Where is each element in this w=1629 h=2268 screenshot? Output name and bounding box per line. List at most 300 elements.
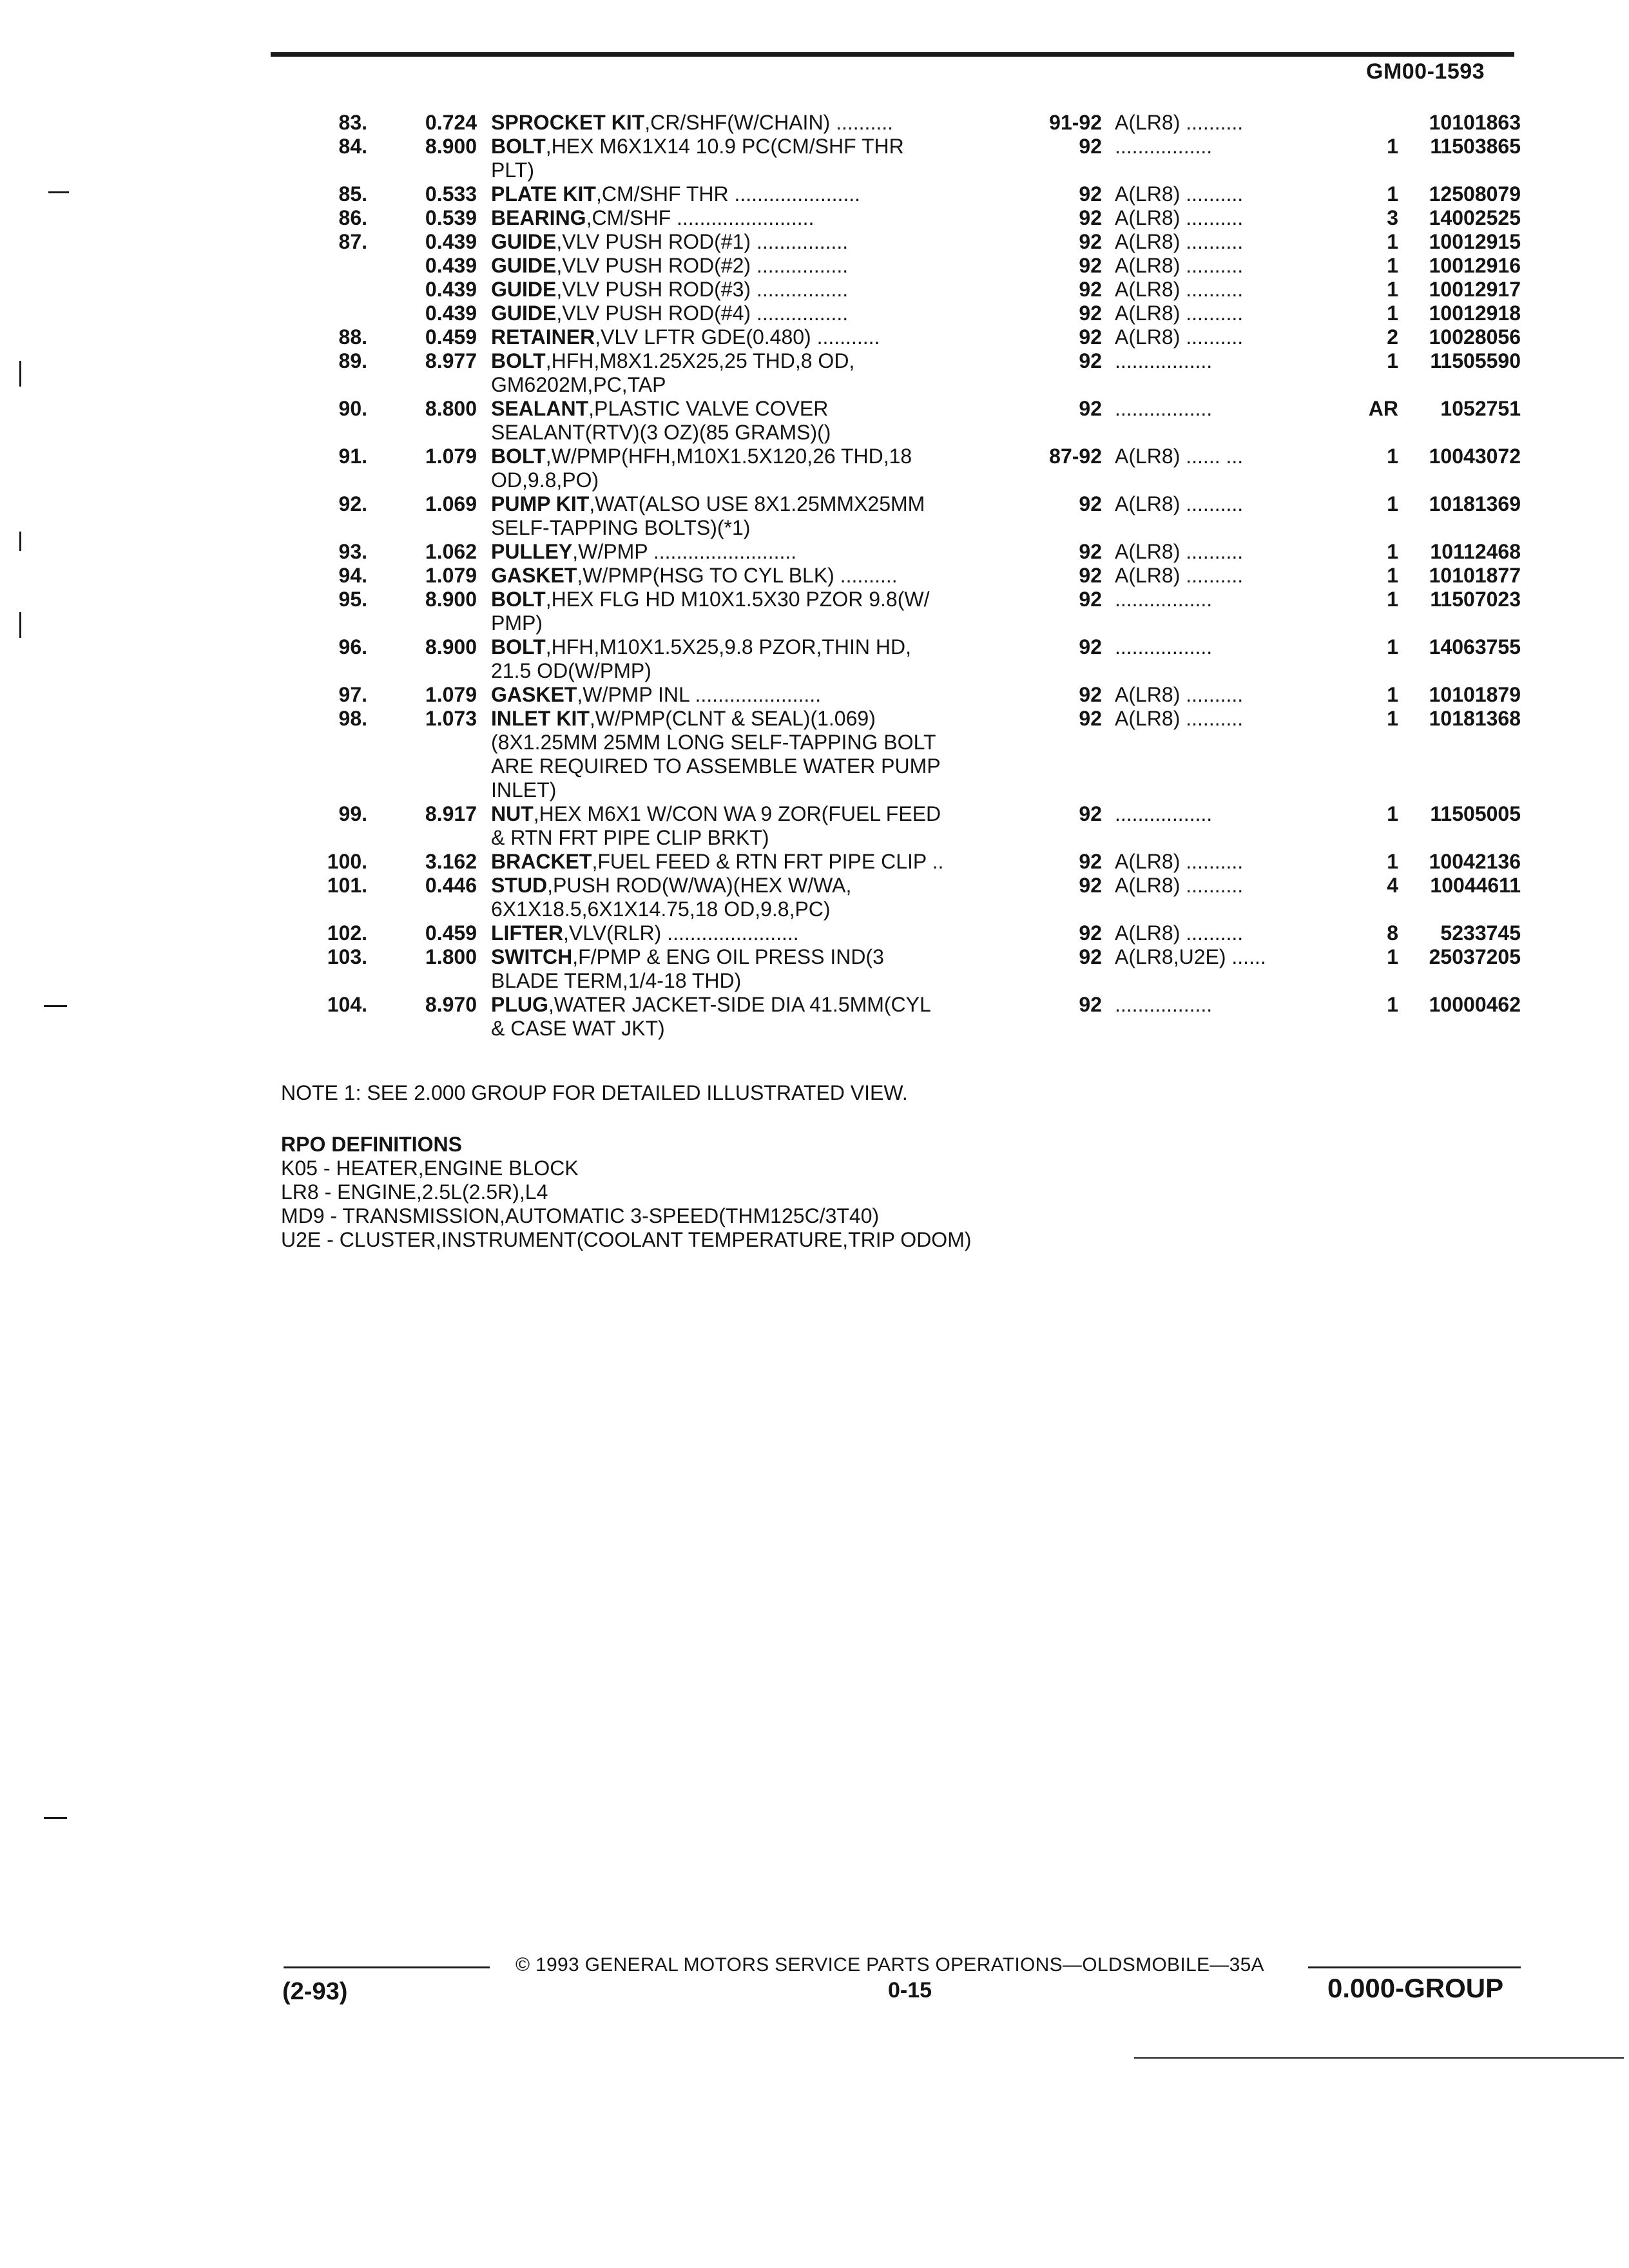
part-description xyxy=(491,111,1026,135)
quantity: 1 xyxy=(1387,278,1398,301)
description-line xyxy=(491,921,1026,945)
quantity: 2 xyxy=(1387,325,1398,349)
ref-number: 85. xyxy=(338,182,367,206)
quantity: 1 xyxy=(1387,540,1398,563)
quantity: 1 xyxy=(1387,230,1398,253)
model-year: 92 xyxy=(1079,683,1102,706)
description-line: (8X1.25MM 25MM LONG SELF-TAPPING BOLT xyxy=(491,731,936,754)
part-row xyxy=(0,182,1629,206)
description-text: ,CM/SHF ........................ xyxy=(586,206,815,229)
application-code: A(LR8) .......... xyxy=(1115,182,1244,206)
application-code: ................. xyxy=(1115,802,1213,825)
description-line: OD,9.8,PO) xyxy=(491,468,599,492)
part-name: PULLEY xyxy=(491,540,573,563)
group-number: 1.062 xyxy=(425,540,477,563)
description-text: ,VLV(RLR) ....................... xyxy=(563,921,799,945)
part-row xyxy=(0,278,1629,302)
footer-rule-left xyxy=(284,1966,490,1968)
part-number: 10012918 xyxy=(1429,302,1521,325)
model-year: 92 xyxy=(1079,993,1102,1016)
description-text: ,VLV LFTR GDE(0.480) ........... xyxy=(595,325,880,349)
part-name: BOLT xyxy=(491,445,546,468)
description-text: ,VLV PUSH ROD(#4) ................ xyxy=(556,302,849,325)
part-number: 14002525 xyxy=(1429,206,1521,229)
model-year: 92 xyxy=(1079,874,1102,897)
quantity: 1 xyxy=(1387,135,1398,158)
part-name: GUIDE xyxy=(491,302,557,325)
ref-number: 91. xyxy=(338,445,367,468)
part-name: STUD xyxy=(491,874,548,897)
ref-number: 104. xyxy=(327,993,367,1016)
description-line xyxy=(491,564,1026,588)
footer-date: (2-93) xyxy=(282,1978,348,2005)
group-number: 1.800 xyxy=(425,945,477,968)
part-number: 12508079 xyxy=(1429,182,1521,206)
description-line xyxy=(491,874,1026,898)
application-code: A(LR8) .......... xyxy=(1115,564,1244,587)
model-year: 92 xyxy=(1079,397,1102,420)
part-row xyxy=(0,325,1629,349)
ref-number: 95. xyxy=(338,588,367,611)
group-number: 8.900 xyxy=(425,635,477,658)
part-description xyxy=(491,492,1026,540)
application-code: A(LR8) .......... xyxy=(1115,302,1244,325)
quantity: 1 xyxy=(1387,945,1398,968)
group-number: 0.533 xyxy=(425,182,477,206)
page-number: 0-15 xyxy=(888,1978,932,2003)
quantity: 1 xyxy=(1387,182,1398,206)
description-line xyxy=(491,540,1026,564)
part-description xyxy=(491,635,1026,683)
description-line: INLET) xyxy=(491,778,557,802)
description-line xyxy=(491,111,1026,135)
description-text: ,VLV PUSH ROD(#2) ................ xyxy=(556,254,849,277)
group-number: 8.800 xyxy=(425,397,477,420)
application-code: A(LR8) .......... xyxy=(1115,874,1244,897)
model-year: 92 xyxy=(1079,564,1102,587)
part-name: BOLT xyxy=(491,635,546,658)
quantity: 1 xyxy=(1387,349,1398,372)
part-row xyxy=(0,850,1629,874)
part-name: GASKET xyxy=(491,564,577,587)
part-number: 14063755 xyxy=(1429,635,1521,658)
group-number: 0.439 xyxy=(425,278,477,301)
description-text: ,W/PMP(HSG TO CYL BLK) .......... xyxy=(577,564,898,587)
group-number: 8.970 xyxy=(425,993,477,1016)
description-text: ,HFH,M10X1.5X25,9.8 PZOR,THIN HD, xyxy=(545,635,911,658)
application-code: A(LR8,U2E) ...... xyxy=(1115,945,1266,968)
part-description xyxy=(491,445,1026,492)
model-year: 92 xyxy=(1079,540,1102,563)
model-year: 92 xyxy=(1079,707,1102,730)
description-line xyxy=(491,993,1026,1017)
description-line xyxy=(491,492,1026,516)
description-text: ,W/PMP(CLNT & SEAL)(1.069) xyxy=(589,707,876,730)
part-row xyxy=(0,230,1629,254)
description-line: & CASE WAT JKT) xyxy=(491,1017,665,1040)
ref-number: 84. xyxy=(338,135,367,158)
group-number: 0.459 xyxy=(425,325,477,349)
group-number: 1.073 xyxy=(425,707,477,730)
part-row xyxy=(0,802,1629,850)
part-number: 11503865 xyxy=(1430,135,1521,158)
part-row xyxy=(0,397,1629,445)
part-name: BEARING xyxy=(491,206,586,229)
rpo-item: LR8 - ENGINE,2.5L(2.5R),L4 xyxy=(281,1180,548,1204)
model-year: 92 xyxy=(1079,945,1102,968)
quantity: 1 xyxy=(1387,254,1398,277)
description-line: SELF-TAPPING BOLTS)(*1) xyxy=(491,516,751,539)
part-number: 25037205 xyxy=(1429,945,1521,968)
part-name: PUMP KIT xyxy=(491,492,590,515)
group-number: 0.459 xyxy=(425,921,477,945)
part-description xyxy=(491,182,1026,206)
part-number: 10101877 xyxy=(1429,564,1521,587)
part-name: BOLT xyxy=(491,588,546,611)
model-year: 92 xyxy=(1079,325,1102,349)
part-description xyxy=(491,254,1026,278)
description-text: ,HEX M6X1 W/CON WA 9 ZOR(FUEL FEED xyxy=(533,802,941,825)
ref-number: 102. xyxy=(327,921,367,945)
application-code: A(LR8) .......... xyxy=(1115,921,1244,945)
description-text: ,PLASTIC VALVE COVER xyxy=(588,397,829,420)
ref-number: 94. xyxy=(338,564,367,587)
scan-mark xyxy=(1134,2057,1624,2059)
description-line xyxy=(491,802,1026,826)
description-text: ,WAT(ALSO USE 8X1.25MMX25MM xyxy=(589,492,925,515)
part-row xyxy=(0,874,1629,921)
model-year: 92 xyxy=(1079,635,1102,658)
part-name: NUT xyxy=(491,802,534,825)
model-year: 92 xyxy=(1079,588,1102,611)
part-number: 10042136 xyxy=(1429,850,1521,873)
part-row xyxy=(0,492,1629,540)
description-line xyxy=(491,278,1026,302)
part-number: 10181368 xyxy=(1429,707,1521,730)
part-name: BOLT xyxy=(491,135,546,158)
ref-number: 83. xyxy=(338,111,367,134)
description-line xyxy=(491,230,1026,254)
part-number: 10012917 xyxy=(1429,278,1521,301)
application-code: A(LR8) .......... xyxy=(1115,325,1244,349)
application-code: ................. xyxy=(1115,993,1213,1016)
description-line: ARE REQUIRED TO ASSEMBLE WATER PUMP xyxy=(491,754,941,778)
part-description xyxy=(491,850,1026,874)
part-description xyxy=(491,921,1026,945)
part-name: GASKET xyxy=(491,683,577,706)
part-row xyxy=(0,945,1629,993)
application-code: A(LR8) .......... xyxy=(1115,683,1244,706)
part-row xyxy=(0,564,1629,588)
application-code: A(LR8) .......... xyxy=(1115,111,1244,134)
part-row xyxy=(0,540,1629,564)
part-name: RETAINER xyxy=(491,325,595,349)
model-year: 92 xyxy=(1079,206,1102,229)
part-description xyxy=(491,683,1026,707)
footer-group: 0.000-GROUP xyxy=(1327,1973,1504,2003)
part-row xyxy=(0,135,1629,182)
rpo-item: U2E - CLUSTER,INSTRUMENT(COOLANT TEMPERATURE,TRIP ODOM) xyxy=(281,1228,972,1251)
description-line xyxy=(491,206,1026,230)
description-text: ,HEX M6X1X14 10.9 PC(CM/SHF THR xyxy=(545,135,904,158)
description-line xyxy=(491,850,1026,874)
footer-copyright: © 1993 GENERAL MOTORS SERVICE PARTS OPERATIONS—OLDSMOBILE—35A xyxy=(516,1954,1264,1975)
part-number: 10043072 xyxy=(1429,445,1521,468)
document-id: GM00-1593 xyxy=(1366,59,1485,84)
application-code: A(LR8) .......... xyxy=(1115,254,1244,277)
group-number: 0.539 xyxy=(425,206,477,229)
description-line xyxy=(491,182,1026,206)
application-code: ................. xyxy=(1115,588,1213,611)
model-year: 92 xyxy=(1079,135,1102,158)
ref-number: 86. xyxy=(338,206,367,229)
description-line: GM6202M,PC,TAP xyxy=(491,373,666,396)
part-name: INLET KIT xyxy=(491,707,590,730)
ref-number: 98. xyxy=(338,707,367,730)
ref-number: 101. xyxy=(327,874,367,897)
footer-rule-right xyxy=(1308,1966,1521,1968)
description-text: ,W/PMP INL ...................... xyxy=(577,683,822,706)
description-text: ,F/PMP & ENG OIL PRESS IND(3 xyxy=(572,945,884,968)
part-description xyxy=(491,325,1026,349)
part-description xyxy=(491,278,1026,302)
group-number: 8.900 xyxy=(425,588,477,611)
description-line xyxy=(491,707,1026,731)
description-line xyxy=(491,254,1026,278)
part-number: 1052751 xyxy=(1440,397,1521,420)
part-description xyxy=(491,349,1026,397)
application-code: ................. xyxy=(1115,635,1213,658)
ref-number: 93. xyxy=(338,540,367,563)
description-text: ,FUEL FEED & RTN FRT PIPE CLIP .. xyxy=(592,850,944,873)
part-number: 10044611 xyxy=(1430,874,1521,897)
application-code: ................. xyxy=(1115,349,1213,372)
part-row xyxy=(0,635,1629,683)
description-text: ,WATER JACKET-SIDE DIA 41.5MM(CYL xyxy=(548,993,931,1016)
description-text: ,CM/SHF THR ...................... xyxy=(595,182,861,206)
quantity: 1 xyxy=(1387,802,1398,825)
part-number: 10112468 xyxy=(1430,540,1521,563)
part-description xyxy=(491,802,1026,850)
part-name: GUIDE xyxy=(491,278,557,301)
ref-number: 90. xyxy=(338,397,367,420)
part-row xyxy=(0,349,1629,397)
part-number: 11507023 xyxy=(1430,588,1521,611)
group-number: 0.439 xyxy=(425,302,477,325)
part-number: 5233745 xyxy=(1440,921,1521,945)
group-number: 8.917 xyxy=(425,802,477,825)
rpo-item: MD9 - TRANSMISSION,AUTOMATIC 3-SPEED(THM125C/3T40) xyxy=(281,1204,880,1227)
ref-number: 88. xyxy=(338,325,367,349)
quantity: 1 xyxy=(1387,850,1398,873)
description-line: 6X1X18.5,6X1X14.75,18 OD,9.8,PC) xyxy=(491,898,831,921)
ref-number: 92. xyxy=(338,492,367,515)
model-year: 92 xyxy=(1079,492,1102,515)
application-code: ................. xyxy=(1115,397,1213,420)
quantity: AR xyxy=(1368,397,1398,420)
quantity: 1 xyxy=(1387,635,1398,658)
quantity: 1 xyxy=(1387,683,1398,706)
ref-number: 87. xyxy=(338,230,367,253)
description-line: 21.5 OD(W/PMP) xyxy=(491,659,651,682)
quantity: 1 xyxy=(1387,707,1398,730)
group-number: 1.079 xyxy=(425,683,477,706)
part-row xyxy=(0,921,1629,945)
part-name: LIFTER xyxy=(491,921,563,945)
quantity: 1 xyxy=(1387,302,1398,325)
description-text: ,HFH,M8X1.25X25,25 THD,8 OD, xyxy=(545,349,855,372)
part-number: 10012916 xyxy=(1429,254,1521,277)
ref-number: 97. xyxy=(338,683,367,706)
description-line xyxy=(491,302,1026,325)
quantity: 3 xyxy=(1387,206,1398,229)
group-number: 3.162 xyxy=(425,850,477,873)
part-description xyxy=(491,206,1026,230)
part-number: 10000462 xyxy=(1429,993,1521,1016)
description-line xyxy=(491,349,1026,373)
application-code: A(LR8) .......... xyxy=(1115,206,1244,229)
description-line: BLADE TERM,1/4-18 THD) xyxy=(491,969,742,992)
application-code: A(LR8) ...... ... xyxy=(1115,445,1244,468)
group-number: 0.724 xyxy=(425,111,477,134)
part-description xyxy=(491,993,1026,1041)
description-line xyxy=(491,683,1026,707)
part-description xyxy=(491,707,1026,802)
quantity: 1 xyxy=(1387,564,1398,587)
description-text: ,VLV PUSH ROD(#1) ................ xyxy=(556,230,849,253)
part-description xyxy=(491,135,1026,182)
part-description xyxy=(491,302,1026,325)
model-year: 92 xyxy=(1079,254,1102,277)
model-year: 92 xyxy=(1079,349,1102,372)
group-number: 8.977 xyxy=(425,349,477,372)
part-name: SPROCKET KIT xyxy=(491,111,645,134)
part-name: BOLT xyxy=(491,349,546,372)
part-number: 11505590 xyxy=(1430,349,1521,372)
part-name: GUIDE xyxy=(491,254,557,277)
description-line xyxy=(491,325,1026,349)
part-row xyxy=(0,111,1629,135)
part-name: SEALANT xyxy=(491,397,589,420)
part-name: SWITCH xyxy=(491,945,573,968)
part-row xyxy=(0,588,1629,635)
quantity: 1 xyxy=(1387,445,1398,468)
description-text: ,HEX FLG HD M10X1.5X30 PZOR 9.8(W/ xyxy=(545,588,930,611)
part-row xyxy=(0,683,1629,707)
part-name: PLATE KIT xyxy=(491,182,596,206)
part-description xyxy=(491,588,1026,635)
description-line xyxy=(491,945,1026,969)
group-number: 1.069 xyxy=(425,492,477,515)
model-year: 87-92 xyxy=(1049,445,1102,468)
description-text: ,PUSH ROD(W/WA)(HEX W/WA, xyxy=(547,874,852,897)
description-text: ,VLV PUSH ROD(#3) ................ xyxy=(556,278,849,301)
part-number: 10012915 xyxy=(1429,230,1521,253)
rpo-item: K05 - HEATER,ENGINE BLOCK xyxy=(281,1157,579,1180)
application-code: A(LR8) .......... xyxy=(1115,540,1244,563)
model-year: 91-92 xyxy=(1049,111,1102,134)
model-year: 92 xyxy=(1079,302,1102,325)
part-row xyxy=(0,254,1629,278)
description-text: ,W/PMP(HFH,M10X1.5X120,26 THD,18 xyxy=(545,445,912,468)
part-description xyxy=(491,874,1026,921)
quantity: 8 xyxy=(1387,921,1398,945)
group-number: 8.900 xyxy=(425,135,477,158)
note: NOTE 1: SEE 2.000 GROUP FOR DETAILED ILLUSTRATED VIEW. xyxy=(281,1081,908,1104)
scan-mark xyxy=(44,1817,67,1819)
application-code: ................. xyxy=(1115,135,1213,158)
description-line xyxy=(491,397,1026,421)
model-year: 92 xyxy=(1079,850,1102,873)
part-description xyxy=(491,540,1026,564)
part-number: 10101879 xyxy=(1429,683,1521,706)
description-line xyxy=(491,588,1026,611)
rpo-title: RPO DEFINITIONS xyxy=(281,1133,462,1156)
part-name: PLUG xyxy=(491,993,548,1016)
model-year: 92 xyxy=(1079,278,1102,301)
part-row xyxy=(0,993,1629,1041)
description-text: ,W/PMP ......................... xyxy=(572,540,797,563)
description-line: PLT) xyxy=(491,159,534,182)
ref-number: 89. xyxy=(338,349,367,372)
group-number: 0.439 xyxy=(425,254,477,277)
ref-number: 103. xyxy=(327,945,367,968)
model-year: 92 xyxy=(1079,230,1102,253)
model-year: 92 xyxy=(1079,921,1102,945)
part-description xyxy=(491,230,1026,254)
description-line xyxy=(491,635,1026,659)
description-line: SEALANT(RTV)(3 OZ)(85 GRAMS)() xyxy=(491,421,831,444)
description-text: ,CR/SHF(W/CHAIN) .......... xyxy=(644,111,893,134)
quantity: 1 xyxy=(1387,492,1398,515)
description-line xyxy=(491,445,1026,468)
description-line: PMP) xyxy=(491,611,543,635)
application-code: A(LR8) .......... xyxy=(1115,850,1244,873)
ref-number: 96. xyxy=(338,635,367,658)
group-number: 0.439 xyxy=(425,230,477,253)
group-number: 0.446 xyxy=(425,874,477,897)
part-row xyxy=(0,206,1629,230)
ref-number: 99. xyxy=(338,802,367,825)
rpo-definitions xyxy=(281,1133,972,1252)
application-code: A(LR8) .......... xyxy=(1115,230,1244,253)
description-line: & RTN FRT PIPE CLIP BRKT) xyxy=(491,826,769,849)
part-name: BRACKET xyxy=(491,850,592,873)
part-row xyxy=(0,445,1629,492)
part-name: GUIDE xyxy=(491,230,557,253)
part-number: 11505005 xyxy=(1430,802,1521,825)
ref-number: 100. xyxy=(327,850,367,873)
top-rule xyxy=(271,52,1514,57)
part-row xyxy=(0,707,1629,802)
description-line xyxy=(491,135,1026,159)
parts-list xyxy=(0,111,1629,1041)
group-number: 1.079 xyxy=(425,564,477,587)
model-year: 92 xyxy=(1079,182,1102,206)
model-year: 92 xyxy=(1079,802,1102,825)
part-description xyxy=(491,397,1026,445)
application-code: A(LR8) .......... xyxy=(1115,492,1244,515)
part-number: 10101863 xyxy=(1429,111,1521,134)
part-description xyxy=(491,945,1026,993)
quantity: 1 xyxy=(1387,588,1398,611)
part-number: 10028056 xyxy=(1429,325,1521,349)
application-code: A(LR8) .......... xyxy=(1115,707,1244,730)
group-number: 1.079 xyxy=(425,445,477,468)
quantity: 1 xyxy=(1387,993,1398,1016)
application-code: A(LR8) .......... xyxy=(1115,278,1244,301)
quantity: 4 xyxy=(1387,874,1398,897)
